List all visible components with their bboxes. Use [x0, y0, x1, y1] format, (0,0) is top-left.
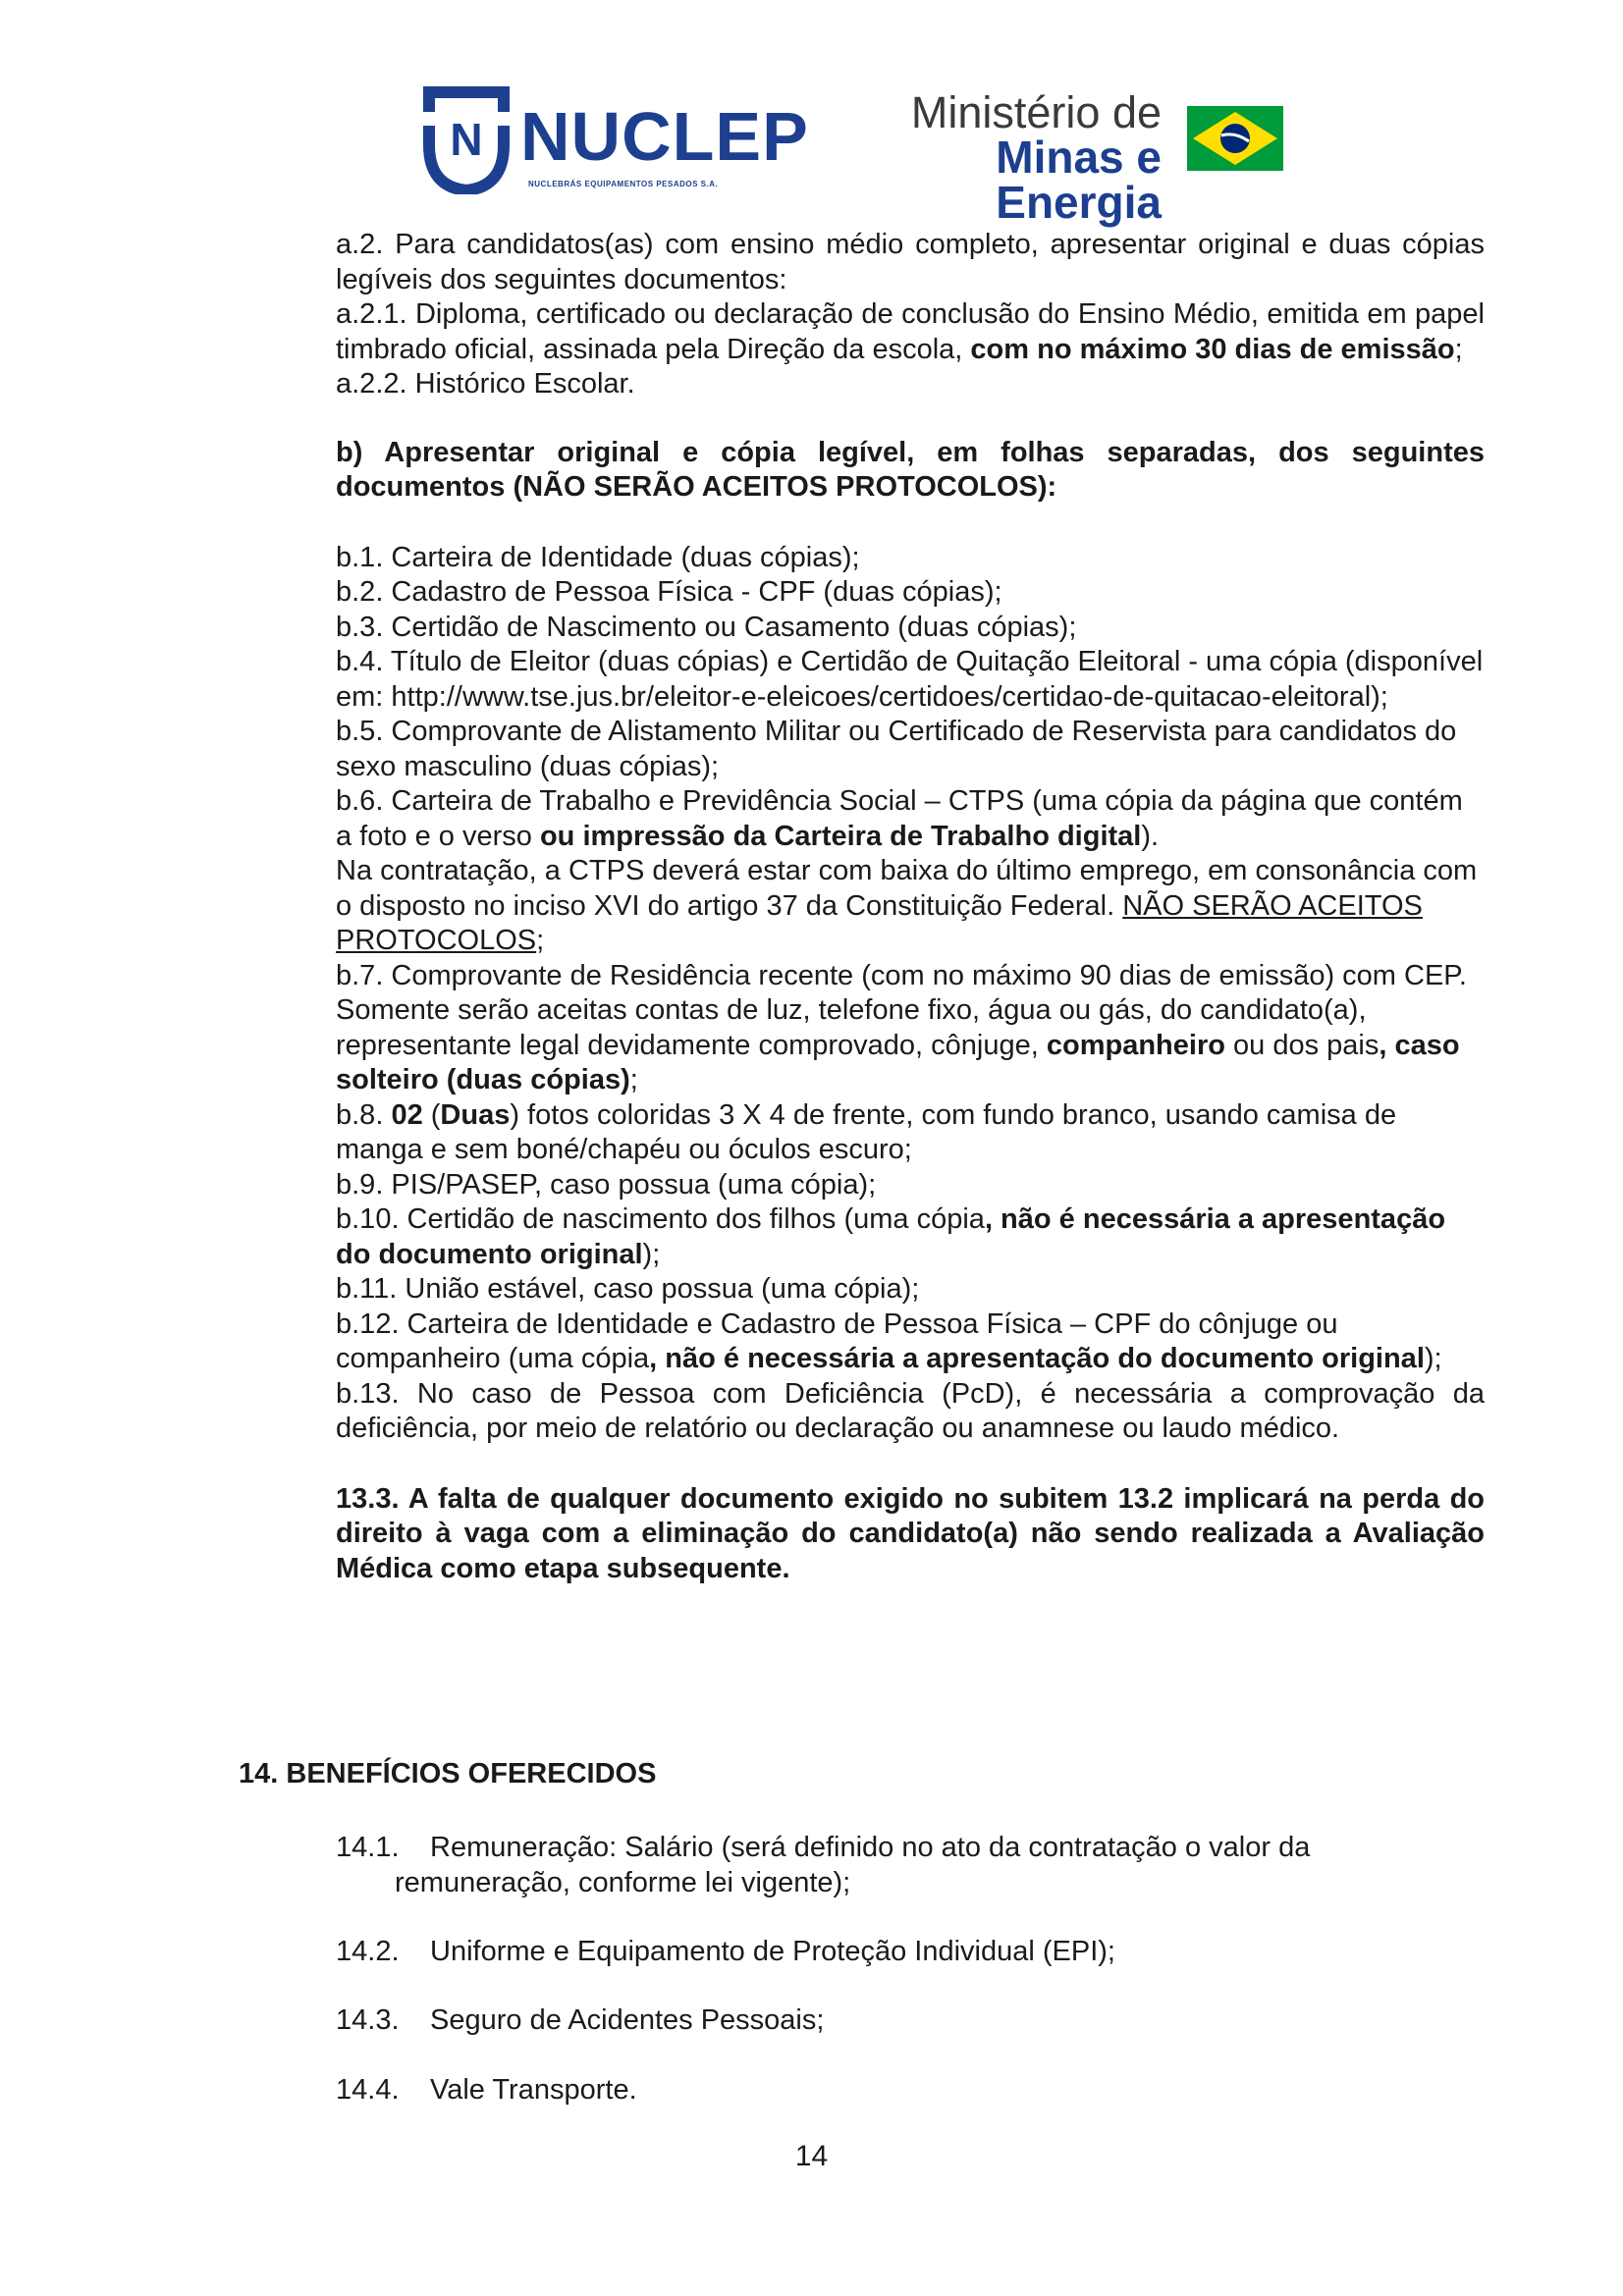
b10-item: b.10. Certidão de nascimento dos filhos (uma cópia, não é necessária a apresentação do documento original);	[336, 1203, 1446, 1270]
brazil-flag-icon	[1187, 106, 1283, 171]
benefit-item: 14.1. Remuneração: Salário (será definido no ato da contratação o valor da remuneração, conforme lei vigente);	[336, 1832, 1311, 1898]
ministry-line1: Ministério de	[910, 87, 1162, 137]
section-14-heading: 14. BENEFÍCIOS OFERECIDOS	[239, 1758, 657, 1789]
benefit-item: 14.2. Uniforme e Equipamento de Proteção Individual (EPI);	[336, 1936, 1115, 1967]
b1-item: b.1. Carteira de Identidade (duas cópias);	[336, 541, 860, 573]
b6-note: Na contratação, a CTPS deverá estar com baixa do último emprego, em consonância com o disposto no inciso XVI do artigo 37 da Constituição Federal. NÃO SERÃO ACEITOS PROTOCOLOS;	[336, 855, 1478, 956]
nuclep-shield-icon	[421, 84, 512, 194]
ministry-line2: Minas e Energia	[996, 132, 1162, 228]
b8-item: b.8. 02 (Duas) fotos coloridas 3 X 4 de frente, com fundo branco, usando camisa de manga e sem boné/chapéu ou óculos escuro;	[336, 1098, 1397, 1165]
b13-item: b.13. No caso de Pessoa com Deficiência (PcD), é necessária a comprovação da deficiência, por meio de relatório ou declaração ou anamnese ou laudo médico.	[336, 1377, 1485, 1444]
b12-item: b.12. Carteira de Identidade e Cadastro de Pessoa Física – CPF do cônjuge ou companheiro (uma cópia, não é necessária a apresentação do documento original);	[336, 1308, 1442, 1374]
a22-item: a.2.2. Histórico Escolar.	[336, 368, 635, 400]
svg-text:N: N	[450, 114, 483, 165]
b-heading: b) Apresentar original e cópia legível, em folhas separadas, dos seguintes documentos (NÃO SERÃO ACEITOS PROTOCOLOS):	[336, 436, 1485, 503]
page-number: 14	[794, 2140, 829, 2172]
benefit-item: 14.3. Seguro de Acidentes Pessoais;	[336, 2004, 825, 2036]
b11-item: b.11. União estável, caso possua (uma cópia);	[336, 1273, 920, 1305]
document-body	[336, 228, 1485, 1586]
b2-item: b.2. Cadastro de Pessoa Física - CPF (duas cópias);	[336, 576, 1002, 608]
b7-item: b.7. Comprovante de Residência recente (com no máximo 90 dias de emissão) com CEP. Somente serão aceitas contas de luz, telefone fixo, água ou gás, do candidato(a), representante legal devidamente comprovado, cônjuge, companheiro ou dos pais, caso solteiro (duas cópias);	[336, 959, 1467, 1095]
a2-intro: a.2. Para candidatos(as) com ensino médio completo, apresentar original e duas cópias legíveis dos seguintes documentos:	[336, 229, 1485, 295]
logo-subtitle: NUCLEBRÁS EQUIPAMENTOS PESADOS S.A.	[528, 180, 719, 188]
section-13-3: 13.3. A falta de qualquer documento exigido no subitem 13.2 implicará na perda do direito à vaga com a eliminação do candidato(a) não sendo realizada a Avaliação Médica como etapa subsequente.	[336, 1482, 1485, 1584]
b4-item: b.4. Título de Eleitor (duas cópias) e Certidão de Quitação Eleitoral - uma cópia (disponível em: http://www.tse.jus.br/eleitor-e-eleicoes/certidoes/certidao-de-quitacao-eleitoral);	[336, 646, 1484, 713]
b9-item: b.9. PIS/PASEP, caso possua (uma cópia);	[336, 1168, 877, 1201]
a21-item: a.2.1. Diploma, certificado ou declaração de conclusão do Ensino Médio, emitida em papel timbrado oficial, assinada pela Direção da escola, com no máximo 30 dias de emissão;	[336, 298, 1485, 365]
b3-item: b.3. Certidão de Nascimento ou Casamento (duas cópias);	[336, 611, 1077, 643]
benefit-item: 14.4. Vale Transporte.	[336, 2074, 637, 2106]
logo-name: NUCLEP	[520, 98, 809, 175]
page-header	[0, 0, 1623, 228]
b5-item: b.5. Comprovante de Alistamento Militar ou Certificado de Reservista para candidatos do sexo masculino (duas cópias);	[336, 716, 1457, 782]
b6-item: b.6. Carteira de Trabalho e Previdência Social – CTPS (uma cópia da página que contém a foto e o verso ou impressão da Carteira de Trabalho digital).	[336, 785, 1463, 852]
